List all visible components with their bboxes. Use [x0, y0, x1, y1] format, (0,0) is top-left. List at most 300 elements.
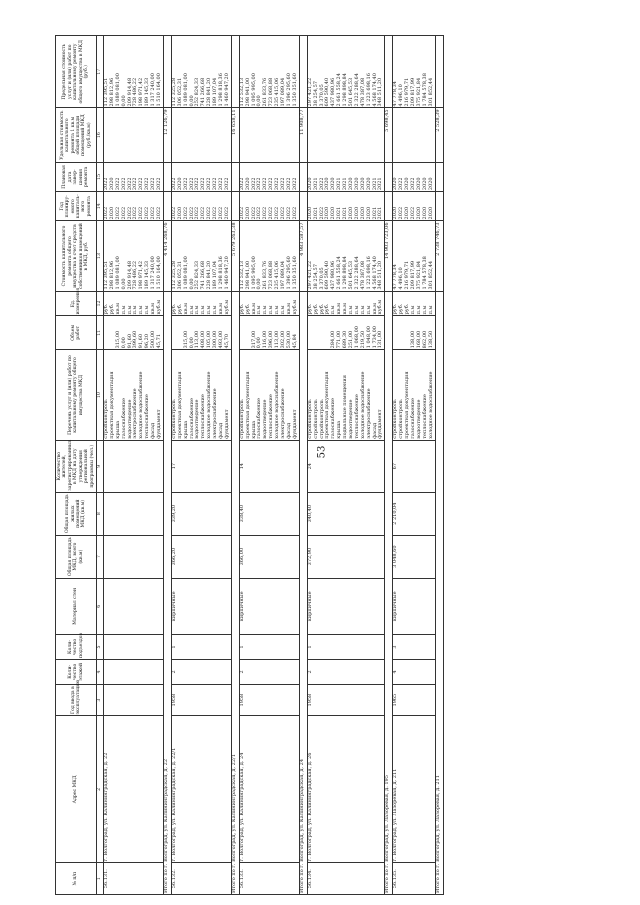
work-end-line: 2022	[200, 177, 207, 191]
work-unit-line: руб.	[392, 303, 399, 315]
total-label: Итого по г. Волгоград, ул. Лазоревая, д. 195	[385, 291, 393, 894]
column-header: Плановая дата завер-шения ремонта	[56, 162, 97, 191]
work-end-line: 2022	[398, 177, 405, 191]
work-unit-line: п.м	[120, 305, 127, 315]
work-name-line: проектная документация	[324, 371, 331, 439]
work-volume-line: 131,00	[377, 330, 384, 349]
total-cost: 2 738 746,73	[435, 221, 443, 291]
work-name-line: стройконтроль	[238, 399, 245, 439]
work-end-line: 2022	[114, 177, 121, 191]
work-limit-line: 0,00	[188, 95, 195, 107]
build-year: 1958	[171, 684, 231, 716]
work-year-line: 2022	[268, 206, 275, 220]
work-name-line: водоотведение	[194, 399, 201, 439]
work-end	[171, 162, 231, 191]
work-end-line: 2022	[268, 177, 275, 191]
work-year-line: 2022	[285, 206, 292, 220]
work-volume-line: 300,00	[212, 330, 219, 349]
work-cost-line: 252 824,33	[194, 260, 201, 290]
work-cost-line: 728 486,22	[132, 260, 139, 290]
work-year-line: 2020	[392, 206, 399, 220]
work-year-line: 2020	[404, 206, 411, 220]
work-end-line: 2022	[156, 177, 163, 191]
work-cost-line: 38 254,57	[312, 264, 319, 290]
work-volume-line: 771,00	[336, 330, 343, 349]
work-name-line: электроснабжение	[132, 388, 139, 439]
work-cost-line: 112 532,13	[238, 260, 245, 290]
work-cost-line: 2 322 288,64	[353, 256, 360, 290]
work-limit-line: 348 511,20	[377, 77, 384, 107]
work-limit-line: 4 496,10	[398, 84, 405, 107]
row-number: 56.134.	[307, 863, 385, 895]
work-volume-line: 317,00	[250, 330, 257, 349]
work-cost-line: 1 460 947,20	[223, 256, 230, 290]
work-cost-line: 375 921,84	[415, 260, 422, 290]
work-unit-line: кв.м	[336, 302, 343, 315]
floors: 4	[393, 659, 435, 684]
entrances: 3	[393, 635, 435, 660]
work-year-line: 2020	[347, 206, 354, 220]
column-number: 13	[97, 221, 104, 291]
work-year-line: 2022	[218, 206, 225, 220]
work-limit-line: 741 266,68	[200, 77, 207, 107]
work-unit-line: кв.м	[285, 302, 292, 315]
work-unit-line: куб.м	[291, 299, 298, 315]
work-year-line: 2022	[144, 206, 151, 220]
work-end-line: 2022	[138, 177, 145, 191]
work-unit-line: п.м	[353, 305, 360, 315]
work-limit	[171, 36, 231, 108]
work-end-line: 2022	[132, 177, 139, 191]
table-body	[104, 36, 444, 895]
total-blank	[435, 36, 443, 108]
work-unit-line: п.м	[359, 305, 366, 315]
building-row	[171, 36, 231, 895]
building-row	[239, 36, 299, 895]
work-volume-line: 116,00	[262, 330, 269, 349]
work-end-line: 2022	[280, 177, 287, 191]
work-limit-line: 297 421,22	[306, 77, 313, 107]
work-limit-line: 228 841,20	[206, 77, 213, 107]
work-limit-line: 298 941,00	[244, 77, 251, 107]
total-label: Итого по г. Волгоград, ул. Лазоревая, д. 211	[435, 291, 443, 894]
work-year-line: 2020	[421, 206, 428, 220]
work-end-line: 2020	[365, 177, 372, 191]
work-unit-line: п.м	[347, 305, 354, 315]
work-name-line: холодное водоснабжение	[138, 371, 145, 439]
work-volume-line: 45,84	[291, 333, 298, 349]
work-year-line: 2022	[138, 206, 145, 220]
work-name-line: фундамент	[156, 409, 163, 439]
work-name-line: фасад	[285, 422, 292, 439]
work-unit-line: п.м	[206, 305, 213, 315]
column-header: Коли-чество подъездов	[56, 635, 97, 660]
work-unit-line: п.м	[212, 305, 219, 315]
work-end-line: 2020	[347, 177, 354, 191]
unit-cost-cell	[307, 108, 385, 162]
column-number: 16	[97, 108, 104, 162]
work-year-line: 2021	[371, 206, 378, 220]
work-cost-line: 112 325,28	[170, 260, 177, 290]
work-limit-line: 609 590,40	[324, 77, 331, 107]
work-limit-line: 375 921,84	[415, 77, 422, 107]
work-cost-line: 4 568 174,40	[371, 256, 378, 290]
work-year-line: 2022	[262, 206, 269, 220]
work-year-line: 2020	[176, 206, 183, 220]
work-limit-line: 112 532,13	[238, 77, 245, 107]
total-cost: 5 679 263,38	[231, 221, 239, 291]
unit-cost-cell	[104, 108, 164, 162]
work-unit-line: п.м	[144, 305, 151, 315]
wall-material: кирпичные	[307, 578, 385, 635]
column-header: Общая площадь МКД, всего (кв.м)	[56, 535, 97, 578]
work-name-line: фасад	[218, 422, 225, 439]
work-name-line: водоотведение	[347, 399, 354, 439]
building-address: г. Волгоград, ул. Калининградская, д. 22/1	[171, 716, 231, 863]
work-end-line: 2022	[182, 177, 189, 191]
work-year-line: 2022	[182, 206, 189, 220]
work-name-line: теплоснабжение	[268, 394, 275, 439]
work-unit-line: руб.	[108, 303, 115, 315]
work-volume-line: 1 068,00	[353, 326, 360, 349]
work-limit-line: 0,00	[120, 95, 127, 107]
entrances	[104, 635, 164, 660]
total-label: Итого по г. Волгоград, ул. Калининградская, д. 24	[299, 291, 307, 894]
row-number: 56.133.	[239, 863, 299, 895]
work-limit-line: 478 387,08	[359, 77, 366, 107]
column-number: 15	[97, 162, 104, 191]
work-volume-line: 219,50	[359, 330, 366, 349]
living-area: 339,20	[171, 492, 231, 535]
work-name-line: крыша	[182, 420, 189, 439]
work-unit-line: п.м	[256, 305, 263, 315]
work-volume-line: 138,50	[427, 330, 434, 349]
work-limit-line: 252 824,33	[194, 77, 201, 107]
work-year	[393, 192, 435, 221]
building-row	[104, 36, 164, 895]
work-name	[239, 350, 299, 440]
work-name-line: фундамент	[223, 409, 230, 439]
work-volume-line: 138,00	[409, 330, 416, 349]
work-year-line: 2022	[206, 206, 213, 220]
work-limit-line: 209 914,48	[126, 77, 133, 107]
work-limit-line: 1 223 698,16	[365, 73, 372, 107]
work-cost	[239, 221, 299, 291]
work-unit-line: п.м	[268, 305, 275, 315]
work-volume	[239, 316, 299, 350]
column-number: 7	[97, 535, 104, 578]
work-cost-line: 1 089 081,00	[182, 256, 189, 290]
work-limit-line: 38 254,57	[312, 81, 319, 107]
work-name-line: проектная документация	[404, 371, 411, 439]
work-year-line: 2022	[120, 206, 127, 220]
total-area: 3 048,60	[393, 535, 435, 578]
work-end-line: 2020	[392, 177, 399, 191]
work-cost-line: 1 350 351,60	[291, 256, 298, 290]
work-year-line: 2020	[330, 206, 337, 220]
total-label: Итого по г. Волгоград, ул. Калининградская, д. 22/1	[231, 291, 239, 894]
column-number: 4	[97, 659, 104, 684]
residents	[104, 440, 164, 492]
column-number: 14	[97, 192, 104, 221]
work-end-line: 2022	[144, 177, 151, 191]
work-cost-line: 189 107,04	[212, 260, 219, 290]
work-name-line: крыша	[336, 420, 343, 439]
work-name-line: фасад	[150, 422, 157, 439]
work-name-line: проектная документация	[108, 371, 115, 439]
work-cost-line: 1 298 898,84	[342, 256, 349, 290]
column-number: 3	[97, 684, 104, 716]
work-unit-line: п.м	[132, 305, 139, 315]
work-end-line: 2022	[150, 177, 157, 191]
work-limit	[393, 36, 435, 108]
living-area: 340,40	[307, 492, 385, 535]
work-cost-line: 741 266,68	[200, 260, 207, 290]
column-header: Материал стен	[56, 578, 97, 635]
work-name-line: холодное водоснабжение	[359, 371, 366, 439]
residents: 17	[171, 440, 231, 492]
work-year-line: 2022	[280, 206, 287, 220]
work-volume-line: 113,00	[194, 330, 201, 349]
work-year-line: 2022	[170, 206, 177, 220]
work-limit-line: 298 812,96	[108, 77, 115, 107]
work-volume-line: 408,00	[200, 330, 207, 349]
column-number: 17	[97, 36, 104, 108]
work-cost-line: 1 089 081,00	[114, 256, 121, 290]
work-limit-line: 1 317 240,00	[150, 73, 157, 107]
work-volume-line: 251,00	[347, 330, 354, 349]
work-name-line: стройконтроль	[398, 399, 405, 439]
work-end-line: 2021	[377, 177, 384, 191]
work-cost-line: 209 914,48	[126, 260, 133, 290]
work-volume-line: 168,00	[415, 330, 422, 349]
total-cost: 4 414 268,76	[163, 221, 171, 291]
work-year-line: 2022	[250, 206, 257, 220]
work-end-line: 2020	[421, 177, 428, 191]
work-cost-line: 112 395,51	[103, 260, 109, 290]
total-area: 366,00	[239, 535, 299, 578]
column-number: 1	[97, 863, 104, 895]
work-end-line: 2020	[244, 177, 251, 191]
work-volume-line: 1 734,00	[371, 326, 378, 349]
work-cost-line: 298 812,96	[108, 260, 115, 290]
work-cost-line: 235 415,06	[274, 260, 281, 290]
work-year-line: 2022	[318, 206, 325, 220]
work-volume	[171, 316, 231, 350]
work-year-line: 2020	[306, 206, 313, 220]
work-limit-line: 1 089 081,00	[114, 73, 121, 107]
work-volume-line: 284,00	[330, 330, 337, 349]
work-unit-line: п.м	[427, 305, 434, 315]
work-unit-line: п.м	[330, 305, 337, 315]
work-end-line: 2022	[206, 177, 213, 191]
work-unit-line: п.м	[126, 305, 133, 315]
work-limit-line: 2 661 558,24	[336, 73, 343, 107]
unit-cost-cell	[393, 108, 435, 162]
residents: 67	[393, 440, 435, 492]
work-cost-line: 297 421,22	[306, 260, 313, 290]
work-name-line: фундамент	[291, 409, 298, 439]
work-name-line: газоснабжение	[120, 398, 127, 439]
work-volume-line: 493,00	[218, 330, 225, 349]
work-end-line: 2022	[170, 177, 177, 191]
floors	[104, 659, 164, 684]
work-end-line: 2022	[218, 177, 225, 191]
work-unit-line: п.м	[280, 305, 287, 315]
wall-material: кирпичные	[393, 578, 435, 635]
work-unit-line: п.м	[409, 305, 416, 315]
work-end	[104, 162, 164, 191]
work-limit-line: 47 778,34	[392, 81, 399, 107]
work-name-line: газоснабжение	[409, 398, 416, 439]
work-volume-line: 862,00	[421, 330, 428, 349]
column-number: 10	[97, 350, 104, 440]
work-name-line: стройконтроль	[170, 399, 177, 439]
work-limit-line: 1 784 578,38	[421, 73, 428, 107]
work-cost-line: 0,00	[188, 278, 195, 290]
total-area: 372,90	[307, 535, 385, 578]
total-blank	[435, 162, 443, 191]
column-number: 5	[97, 635, 104, 660]
work-cost-line: 216 979,71	[404, 260, 411, 290]
total-label: Итого по г. Волгоград, ул. Калининградская, д. 22	[163, 291, 171, 894]
work-year-line: 2022	[212, 206, 219, 220]
work-unit-line: п.м	[262, 305, 269, 315]
work-cost-line: 1 510 164,00	[156, 256, 163, 290]
column-header: Объем работ	[56, 316, 97, 350]
work-unit-line: руб.	[176, 303, 183, 315]
work-volume	[104, 316, 164, 350]
total-blank	[435, 192, 443, 221]
work-limit	[307, 36, 385, 108]
work-end-line: 2022	[318, 177, 325, 191]
column-number: 6	[97, 578, 104, 635]
build-year: 1958	[239, 684, 299, 716]
work-volume-line: 689,30	[342, 330, 349, 349]
work-unit-line: куб.м	[223, 299, 230, 315]
work-year	[239, 192, 299, 221]
build-year	[104, 684, 164, 716]
work-unit-line: п.м	[194, 305, 201, 315]
work-cost-line: 609 590,40	[324, 260, 331, 290]
floors: 2	[307, 659, 385, 684]
work-limit-line: 197 089,04	[280, 77, 287, 107]
work-unit-line: куб.м	[377, 299, 384, 315]
work-limit	[104, 36, 164, 108]
work-limit-line: 1 460 947,20	[223, 73, 230, 107]
work-limit-line: 0,00	[256, 95, 263, 107]
work-end-line: 2021	[371, 177, 378, 191]
work-end-line: 2020	[404, 177, 411, 191]
column-header: Перечень услуг и (или) работ по капитальному ремонту общего имущества МКД	[56, 350, 97, 440]
work-unit-line: кв.м	[342, 302, 349, 315]
header-row	[56, 36, 97, 895]
work-limit-line: 301 852,44	[427, 77, 434, 107]
work-name	[104, 350, 164, 440]
work-year	[171, 192, 231, 221]
work-end-line: 2022	[262, 177, 269, 191]
work-limit-line: 235 415,06	[274, 77, 281, 107]
work-limit-line: 723 068,88	[268, 77, 275, 107]
work-limit-line: 1 510 164,00	[156, 73, 163, 107]
work-cost-line: 228 841,20	[206, 260, 213, 290]
building-row	[307, 36, 385, 895]
work-volume-line: 0,00	[188, 337, 195, 349]
work-year-line: 2020	[244, 206, 251, 220]
work-name-line: стройконтроль	[103, 399, 109, 439]
work-year-line: 2021	[312, 206, 319, 220]
total-cost: 14 903 723,06	[385, 221, 393, 291]
work-end-line: 2020	[415, 177, 422, 191]
work-name-line: крыша	[250, 420, 257, 439]
work-name-line: теплоснабжение	[144, 394, 151, 439]
work-cost	[104, 221, 164, 291]
work-year-line: 2020	[324, 206, 331, 220]
work-name-line: электроснабжение	[280, 388, 287, 439]
work-name-line: проектная документация	[244, 371, 251, 439]
work-end-line: 2022	[409, 177, 416, 191]
work-year-line: 2022	[223, 206, 230, 220]
work-name-line: проектная документация	[176, 371, 183, 439]
work-limit-line: 189 107,04	[212, 77, 219, 107]
work-end-line: 2022	[238, 177, 245, 191]
build-year: 1958	[307, 684, 385, 716]
column-header: Удельная стоимость капитального ремонта 1 кв.м общей площади помещений МКД (руб./кв.м)	[56, 108, 97, 162]
residents: 24	[307, 440, 385, 492]
work-volume-line: 91,60	[138, 333, 145, 349]
column-header: Количество жителей, зарегистрированных в МКД на дату утверждения региональной программы (чел.)	[57, 439, 95, 491]
work-name-line: водоотведение	[126, 399, 133, 439]
work-cost-line: 189 145,33	[144, 260, 151, 290]
work-cost-line: 197 089,04	[280, 260, 287, 290]
work-end	[393, 162, 435, 191]
work-limit-line: 4 568 174,40	[371, 73, 378, 107]
work-name	[393, 350, 435, 440]
row-number: 56.132.	[171, 863, 231, 895]
work-unit-line: кв.м	[150, 302, 157, 315]
work-volume-line: 302,00	[280, 330, 287, 349]
work-unit	[171, 291, 231, 316]
column-header: Адрес МКД	[56, 716, 97, 863]
work-cost-line: 0,00	[120, 278, 127, 290]
work-year-line: 2021	[336, 206, 343, 220]
work-limit-line: 2 322 288,64	[353, 73, 360, 107]
total-unit-cost: 2 528,39	[435, 108, 443, 162]
living-area: 2 210,04	[393, 492, 435, 535]
work-cost-line: 723 068,88	[268, 260, 275, 290]
work-limit-line: 261 833,76	[262, 77, 269, 107]
work-unit-line: п.м	[365, 305, 372, 315]
work-end-line: 2020	[324, 177, 331, 191]
work-unit	[393, 291, 435, 316]
work-name-line: теплоснабжение	[353, 394, 360, 439]
work-unit	[307, 291, 385, 316]
work-cost-line: 3 370,05	[318, 267, 325, 290]
total-unit-cost: 16 658,11	[231, 108, 239, 162]
work-unit-line: руб.	[398, 303, 405, 315]
work-end-line: 2020	[108, 177, 115, 191]
work-unit-line: руб.	[170, 303, 177, 315]
work-year-line: 2022	[256, 206, 263, 220]
work-volume-line: 396,00	[268, 330, 275, 349]
work-cost-line: 437 980,96	[330, 260, 337, 290]
work-end-line: 2020	[353, 177, 360, 191]
work-name-line: холодное водоснабжение	[206, 371, 213, 439]
work-year-line: 2020	[427, 206, 434, 220]
work-volume-line: 45,71	[156, 333, 163, 349]
work-cost-line: 298 941,00	[244, 260, 251, 290]
work-unit-line: руб.	[103, 303, 109, 315]
